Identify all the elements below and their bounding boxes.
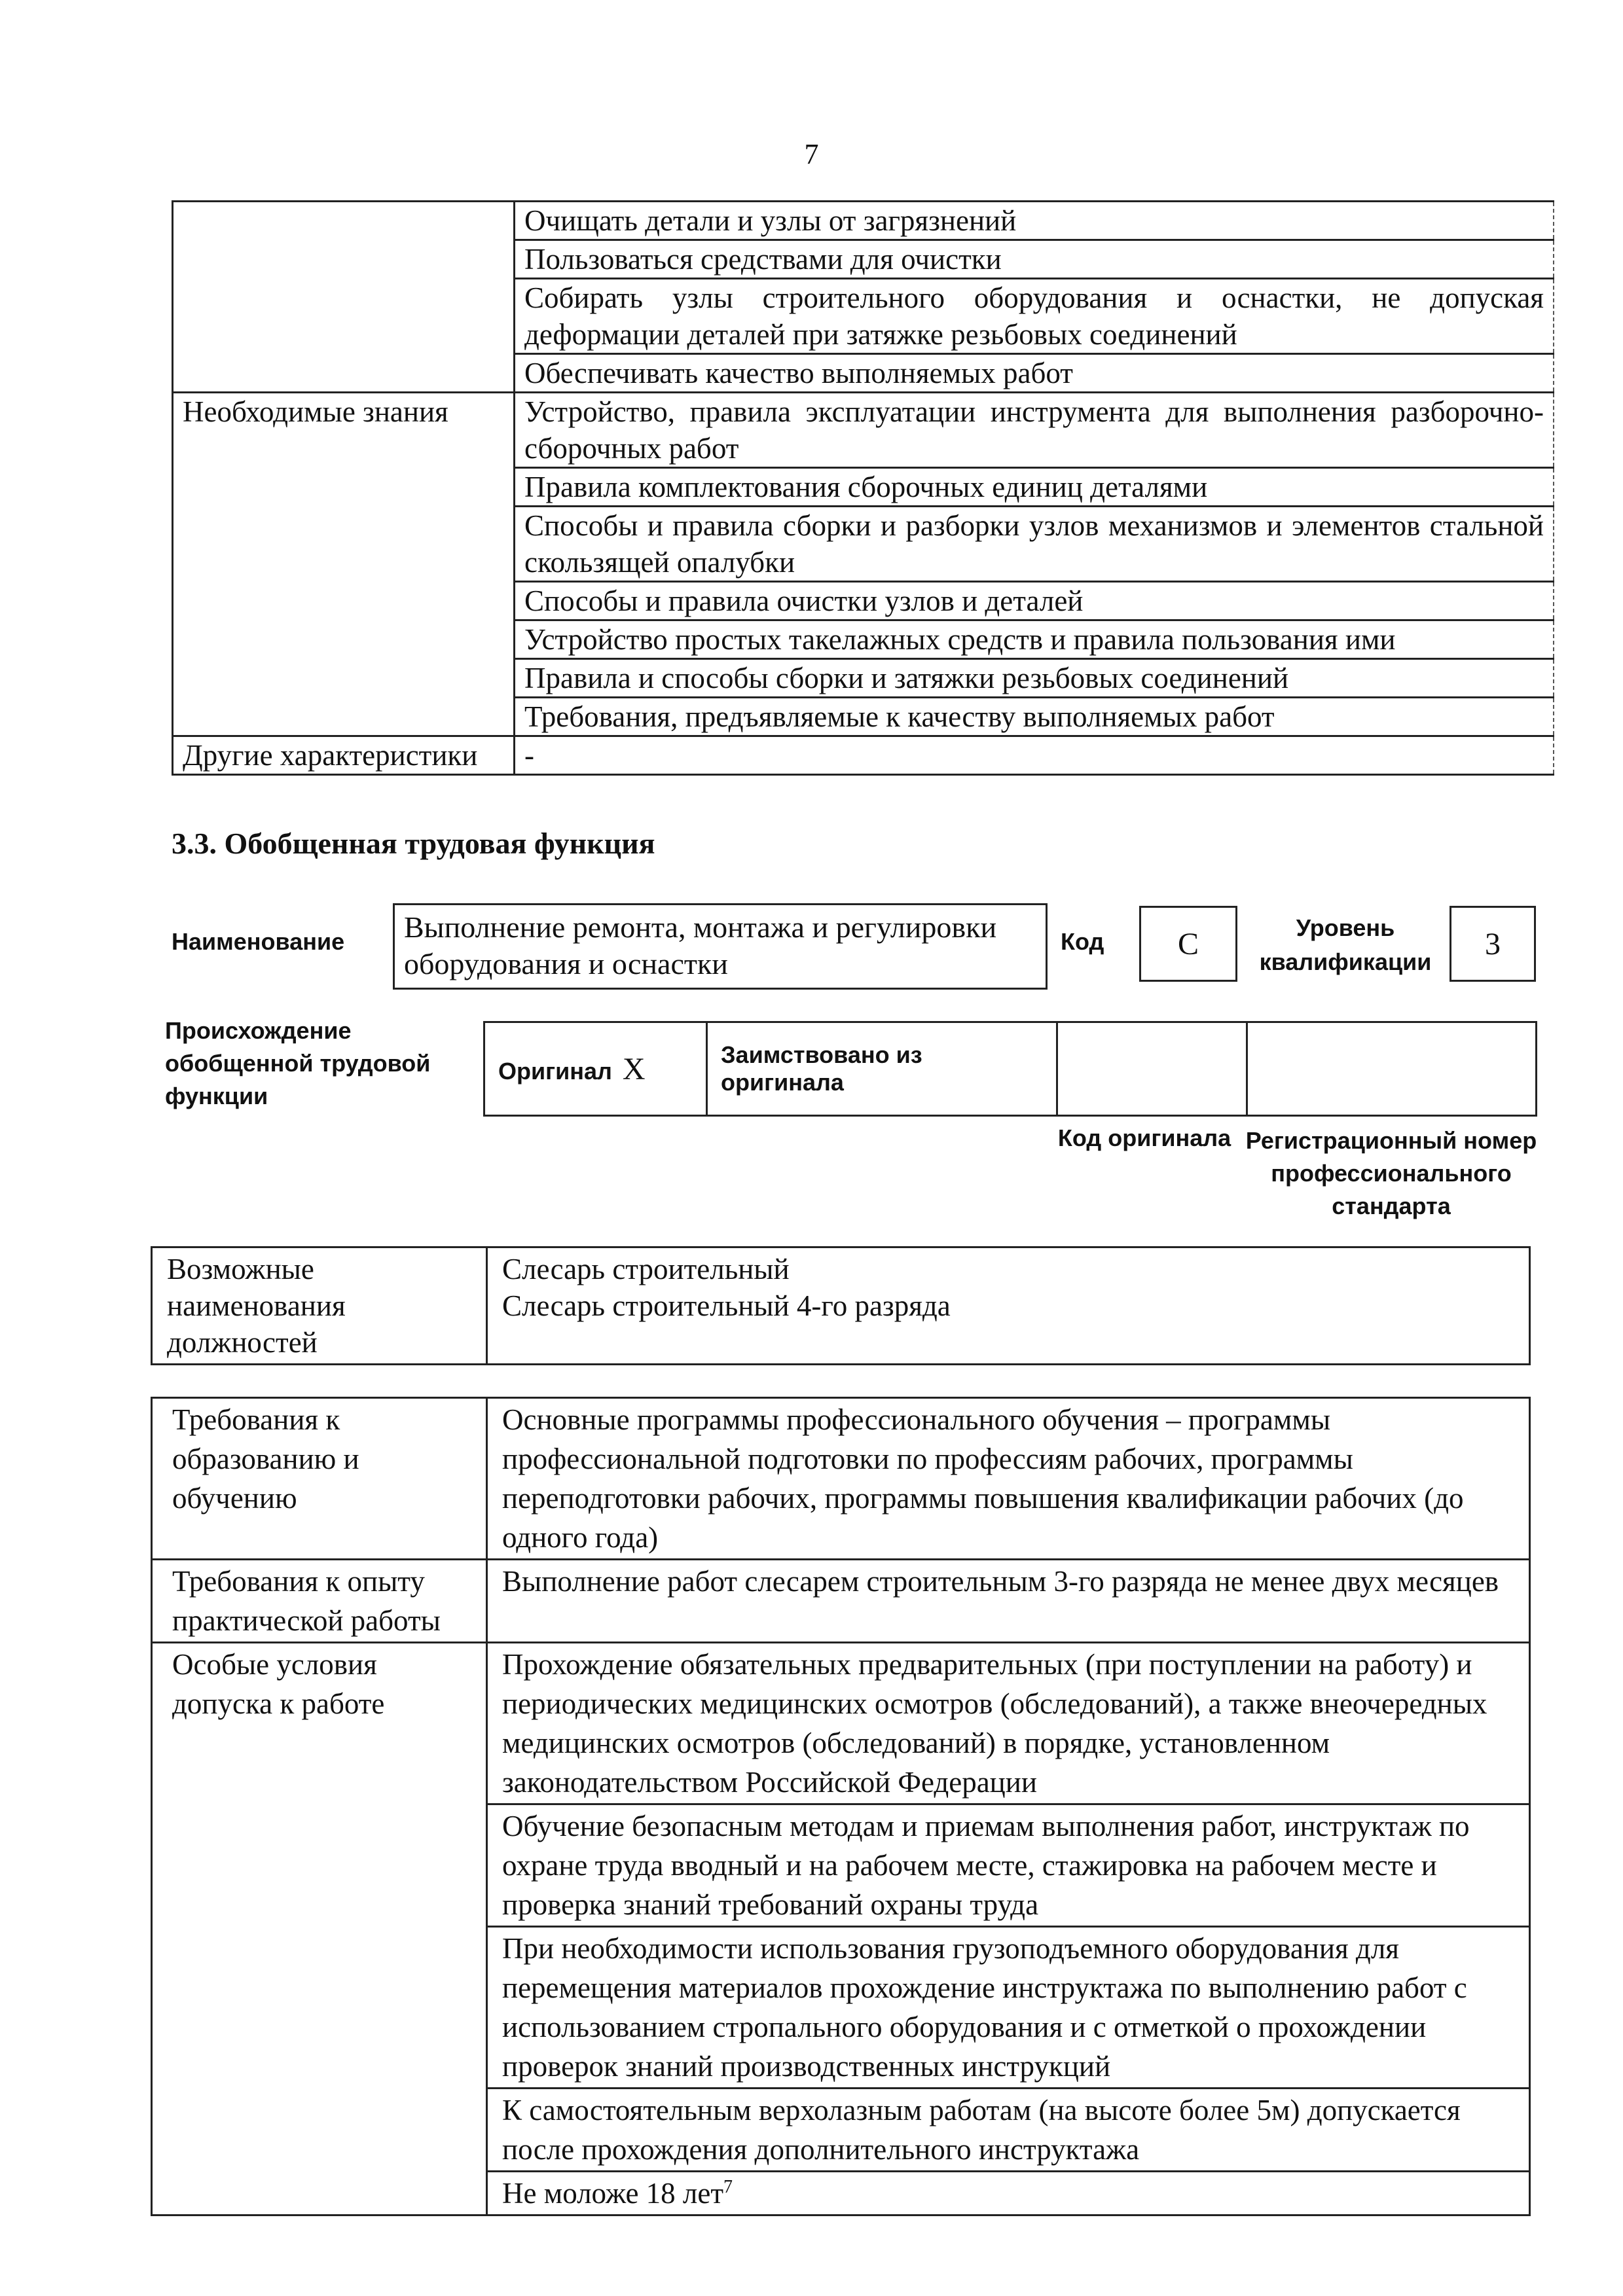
- table-row: [173, 582, 1554, 620]
- positions-label: Возможные наименования должностей: [152, 1247, 487, 1365]
- condition-item: Обучение безопасным методам и приемам выполнения работ, инструктаж по охране труда вводный и на рабочем месте, стажировка на рабочем месте и проверка знаний требований охраны труда: [487, 1804, 1530, 1927]
- condition-item: К самостоятельным верхолазным работам (на высоте более 5м) допускается после прохождения дополнительного инструктажа: [487, 2089, 1530, 2172]
- origin-table: [483, 1021, 1537, 1117]
- education-label: Требования к образованию и обучению: [152, 1398, 487, 1560]
- table-row: [173, 468, 1554, 507]
- condition-item: Прохождение обязательных предварительных (при поступлении на работу) и периодических медицинских осмотров (обследований), а также внеочередных медицинских осмотров (обследований) в порядке, установленном законодательством Российской Федерации: [487, 1643, 1530, 1804]
- origin-original-cell: [484, 1022, 707, 1116]
- positions-values: [487, 1247, 1530, 1365]
- qualification-level-value: 3: [1450, 906, 1536, 982]
- qualification-level-label: Уровень квалификации: [1259, 914, 1432, 975]
- age-text: Не моложе 18 лет: [502, 2177, 724, 2210]
- table-row: [173, 736, 1554, 775]
- row-label: [173, 507, 515, 582]
- row-text: Пользоваться средствами для очистки: [515, 240, 1554, 279]
- row-label: [173, 698, 515, 736]
- code-label: Код: [1061, 928, 1104, 955]
- row-label: [173, 468, 515, 507]
- row-text: Устройство, правила эксплуатации инструмента для выполнения разборочно-сборочных работ: [515, 393, 1554, 468]
- row-label: Необходимые знания: [173, 393, 515, 468]
- row-text: Правила комплектования сборочных единиц деталями: [515, 468, 1554, 507]
- row-label: [173, 240, 515, 279]
- original-label: Оригинал: [498, 1057, 612, 1085]
- row-label: [173, 582, 515, 620]
- table-row: [173, 507, 1554, 582]
- conditions-label: Особые условия допуска к работе: [152, 1643, 487, 2215]
- table-row: [173, 279, 1554, 354]
- table-row: [173, 202, 1554, 240]
- name-label: Наименование: [172, 928, 345, 955]
- row-label: [173, 620, 515, 659]
- requirements-table: [151, 1397, 1531, 2216]
- position-name: Слесарь строительный: [502, 1253, 790, 1285]
- code-value: C: [1139, 906, 1237, 982]
- row-text: -: [515, 736, 1554, 775]
- table-row: [173, 393, 1554, 468]
- row-text: Способы и правила сборки и разборки узлов механизмов и элементов стальной скользящей опалубки: [515, 507, 1554, 582]
- age-requirement: [487, 2172, 1530, 2215]
- row-text: Правила и способы сборки и затяжки резьбовых соединений: [515, 659, 1554, 698]
- experience-label: Требования к опыту практической работы: [152, 1560, 487, 1643]
- positions-table: [151, 1246, 1531, 1365]
- row-text: Способы и правила очистки узлов и деталей: [515, 582, 1554, 620]
- row-label: Другие характеристики: [173, 736, 515, 775]
- row-label: [173, 202, 515, 240]
- table-row: [173, 698, 1554, 736]
- row-text: Обеспечивать качество выполняемых работ: [515, 354, 1554, 393]
- position-name: Слесарь строительный 4-го разряда: [502, 1289, 951, 1322]
- code-original-caption: Код оригинала: [1057, 1124, 1231, 1151]
- skills-knowledge-table: [172, 200, 1554, 776]
- condition-item: При необходимости использования грузоподъемного оборудования для перемещения материалов прохождение инструктажа по выполнению работ с использованием стропального оборудования и с отметкой о прохождении проверок знаний производственных инструкций: [487, 1927, 1530, 2089]
- page-number: 7: [804, 138, 819, 170]
- reg-number-caption: Регистрационный номер профессионального стандарта: [1245, 1127, 1537, 1219]
- row-text: Очищать детали и узлы от загрязнений: [515, 202, 1554, 240]
- education-text: Основные программы профессионального обучения – программы профессиональной подготовки по профессиям рабочих, программы переподготовки рабочих, программы повышения квалификации рабочих (до одного года): [487, 1398, 1530, 1560]
- origin-borrowed-cell: Заимствовано из оригинала: [707, 1022, 1057, 1116]
- section-title: 3.3. Обобщенная трудовая функция: [172, 827, 655, 860]
- table-row: [173, 240, 1554, 279]
- footnote-mark: 7: [723, 2177, 733, 2197]
- row-text: Собирать узлы строительного оборудования и оснастки, не допуская деформации деталей при затяжке резьбовых соединений: [515, 279, 1554, 354]
- row-text: Требования, предъявляемые к качеству выполняемых работ: [515, 698, 1554, 736]
- table-row: [173, 354, 1554, 393]
- row-label: [173, 354, 515, 393]
- table-row: [173, 659, 1554, 698]
- function-name-value: Выполнение ремонта, монтажа и регулировки оборудования и оснастки: [393, 903, 1048, 990]
- row-text: Устройство простых такелажных средств и правила пользования ими: [515, 620, 1554, 659]
- row-label: [173, 659, 515, 698]
- origin-label: Происхождение обобщенной трудовой функции: [165, 1017, 431, 1109]
- row-label: [173, 279, 515, 354]
- original-mark: X: [622, 1051, 646, 1086]
- origin-code-cell: [1057, 1022, 1247, 1116]
- experience-text: Выполнение работ слесарем строительным 3-го разряда не менее двух месяцев: [487, 1560, 1530, 1643]
- table-row: [173, 620, 1554, 659]
- origin-reg-number-cell: [1247, 1022, 1537, 1116]
